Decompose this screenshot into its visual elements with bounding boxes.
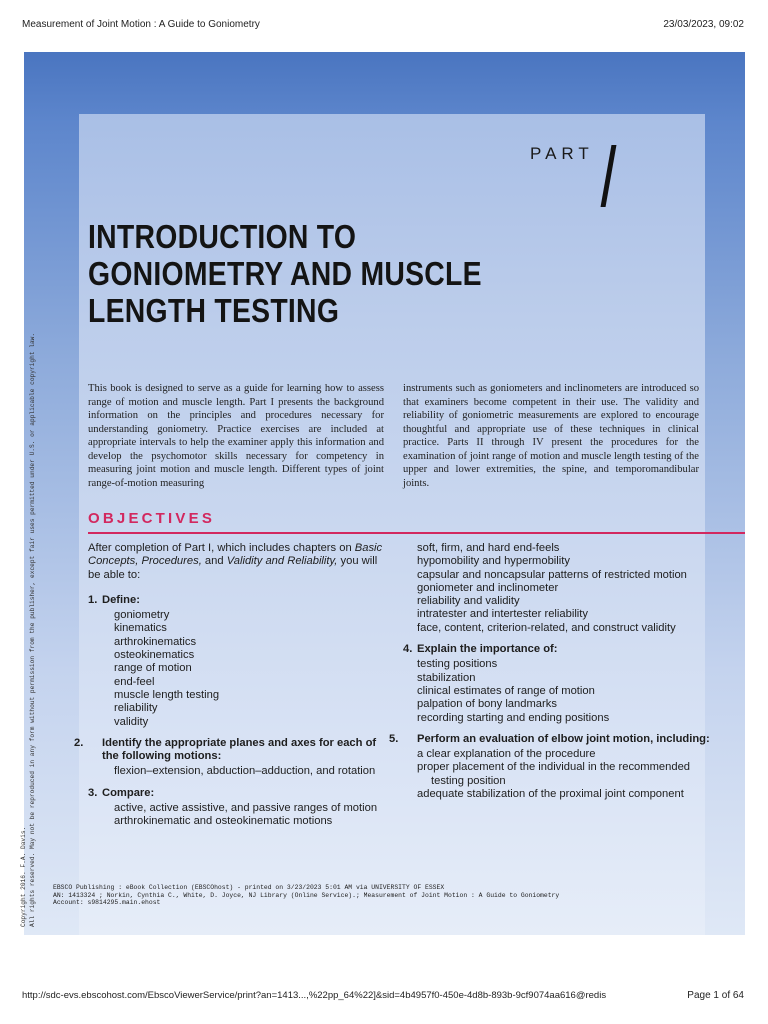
objectives-heading: OBJECTIVES bbox=[88, 510, 216, 527]
objective-heading: 5. Perform an evaluation of elbow joint motion, including: bbox=[389, 732, 710, 745]
book-page bbox=[20, 52, 745, 935]
list-item: arthrokinematic and osteokinematic motions bbox=[114, 815, 333, 828]
page-number: Page 1 of 64 bbox=[687, 990, 744, 1001]
objective-1 bbox=[88, 594, 383, 729]
objective-heading: 3. Compare: bbox=[88, 786, 155, 799]
page-url: http://sdc-evs.ebscohost.com/EbscoViewerService/print?an=1413...,%22pp_64%22]&sid=4b4957f0-450e-4d8b-893b-9cf9074aa616@redis bbox=[22, 990, 607, 1001]
list-item: muscle length testing bbox=[114, 688, 220, 701]
list-item: goniometry bbox=[114, 609, 170, 622]
list-item: stabilization bbox=[417, 671, 476, 684]
objective-heading: 2. Identify the appropriate planes and axes for each of the following motions: bbox=[74, 736, 377, 763]
objective-heading: 1. Define: bbox=[88, 593, 140, 606]
objective-4 bbox=[403, 643, 722, 725]
list-item: palpation of bony landmarks bbox=[417, 698, 557, 711]
objective-2 bbox=[74, 736, 383, 779]
objectives-lead: After completion of Part I, which includes chapters on Basic Concepts, Procedures, and Validity and Reliability, you will be able to: bbox=[88, 542, 383, 581]
list-item: a clear explanation of the procedure bbox=[417, 748, 596, 761]
list-item: intratester and intertester reliability bbox=[417, 608, 588, 621]
list-item: proper placement of the individual in the recommended testing position bbox=[417, 761, 691, 787]
title-line: GONIOMETRY AND MUSCLE bbox=[88, 255, 482, 292]
objective-3 bbox=[88, 787, 383, 829]
list-item: osteokinematics bbox=[114, 649, 195, 662]
list-item: goniometer and inclinometer bbox=[417, 581, 559, 594]
list-item: hypomobility and hypermobility bbox=[417, 555, 570, 568]
list-item: testing positions bbox=[417, 658, 498, 671]
chapter-title bbox=[88, 218, 570, 329]
list-item: adequate stabilization of the proximal joint component bbox=[417, 788, 684, 801]
list-item: validity bbox=[114, 715, 149, 728]
objectives-column-left bbox=[74, 542, 383, 833]
ebsco-print-footer: EBSCO Publishing : eBook Collection (EBSCOhost) - printed on 3/23/2023 5:01 AM via UNIVERSITY OF ESSEX AN: 1413324 ; Norkin, Cynthia C., White, D. Joyce, NJ Library (Online Service).; Measurement of Joint Motion : A Guide to Goniometry Account: s9814295.main.ehost bbox=[53, 884, 560, 907]
objective-heading: 4. Explain the importance of: bbox=[403, 643, 558, 656]
document-title: Measurement of Joint Motion : A Guide to Goniometry bbox=[22, 19, 260, 30]
list-item: range of motion bbox=[114, 662, 192, 675]
part-label: PART bbox=[530, 144, 594, 163]
list-item: reliability and validity bbox=[417, 595, 520, 608]
list-item: clinical estimates of range of motion bbox=[417, 684, 595, 697]
list-item: flexion–extension, abduction–adduction, and rotation bbox=[114, 765, 376, 778]
copyright-notice: Copyright 2016. F.A. Davis. All rights reserved. May not be reproduced in any form without permission from the publisher, except fair uses permitted under U.S. or applicable copyright law. bbox=[20, 332, 36, 927]
list-item: face, content, criterion-related, and construct validity bbox=[417, 621, 676, 634]
list-item: active, active assistive, and passive ranges of motion bbox=[114, 802, 378, 815]
objective-5 bbox=[389, 732, 722, 801]
objectives-divider bbox=[88, 532, 745, 534]
list-item: kinematics bbox=[114, 622, 167, 635]
objectives-column-right bbox=[389, 542, 722, 805]
title-line: INTRODUCTION TO bbox=[88, 218, 357, 255]
title-line: LENGTH TESTING bbox=[88, 292, 340, 329]
list-item: capsular and noncapsular patterns of restricted motion bbox=[417, 568, 687, 581]
list-item: reliability bbox=[114, 702, 158, 715]
list-item: end-feel bbox=[114, 675, 155, 688]
intro-paragraph-left: This book is designed to serve as a guide for learning how to assess range of motion and muscle length. Part I presents the background information on the principles and procedures necessary for understanding goniometry. Practice exercises are included at appropriate intervals to help the examiner apply this information and develop the psychomotor skills necessary for competency in measuring joint motion and muscle length. Different types of joint range-of-motion measuring bbox=[88, 383, 384, 489]
list-item: soft, firm, and hard end-feels bbox=[417, 542, 560, 554]
list-item: recording starting and ending positions bbox=[417, 711, 610, 724]
print-datetime: 23/03/2023, 09:02 bbox=[663, 19, 744, 30]
list-item: arthrokinematics bbox=[114, 635, 197, 648]
intro-paragraph-right: instruments such as goniometers and inclinometers are introduced so that examiners become competent in their use. The validity and reliability of goniometric measurements are explored to encourage thoughtful and appropriate use of these techniques in clinical practice. Parts II through IV present the procedures for the examination of joint range of motion and muscle length testing of the upper and lower extremities, the spine, and temporomandibular joints. bbox=[403, 383, 699, 489]
